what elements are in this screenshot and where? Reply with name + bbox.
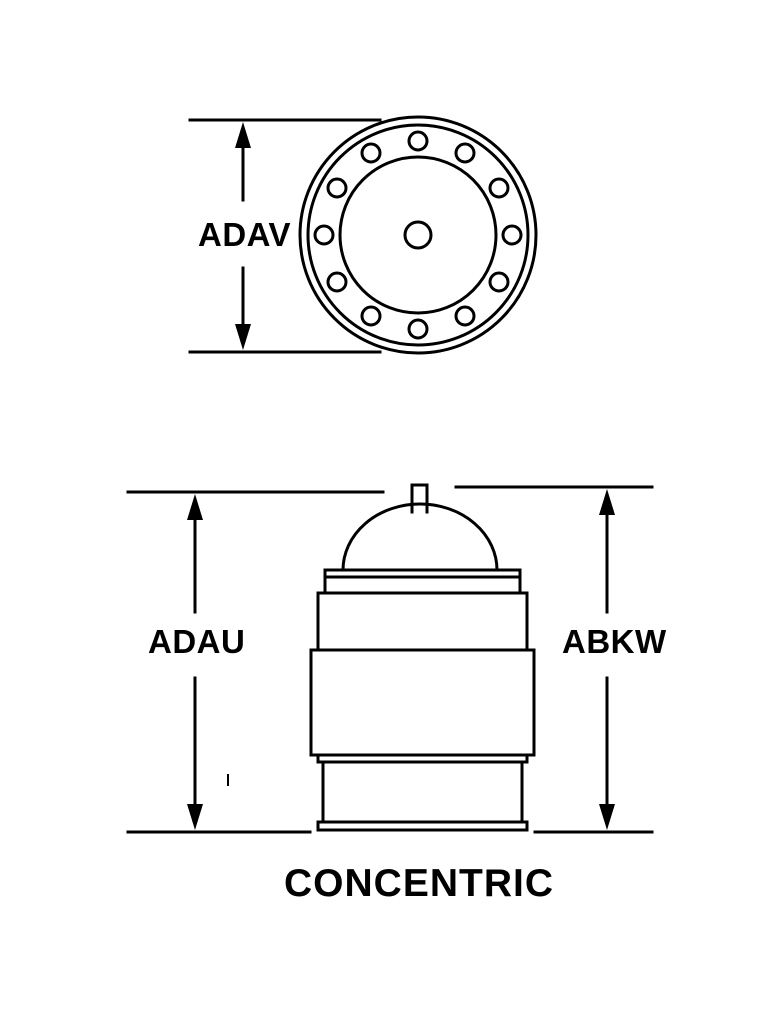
abkw-arrow-down [599,804,615,830]
bolt-hole [490,273,508,291]
outer-circle [300,117,536,353]
bolt-hole [490,179,508,197]
bolt-hole [362,144,380,162]
top-view-group [300,117,536,353]
bolt-hole [362,307,380,325]
dome-cap [343,504,497,570]
adav-arrow-down [235,324,251,350]
adau-arrow-down [187,804,203,830]
bolt-hole [456,307,474,325]
bolt-hole [328,179,346,197]
dimension-label-adav: ADAV [198,216,292,253]
adau-arrow-up [187,494,203,520]
dimension-label-adau: ADAU [148,623,246,660]
hub-circle [340,157,496,313]
bolt-hole [409,320,427,338]
bolt-hole [503,226,521,244]
abkw-arrow-up [599,489,615,515]
figure-caption: CONCENTRIC [284,862,554,905]
dimension-label-abkw: ABKW [562,623,667,660]
bolt-hole [328,273,346,291]
center-hole [405,222,431,248]
side-view-group [311,485,534,830]
bolt-hole [409,132,427,150]
bolt-hole [456,144,474,162]
adav-arrow-up [235,122,251,148]
bolt-hole [315,226,333,244]
